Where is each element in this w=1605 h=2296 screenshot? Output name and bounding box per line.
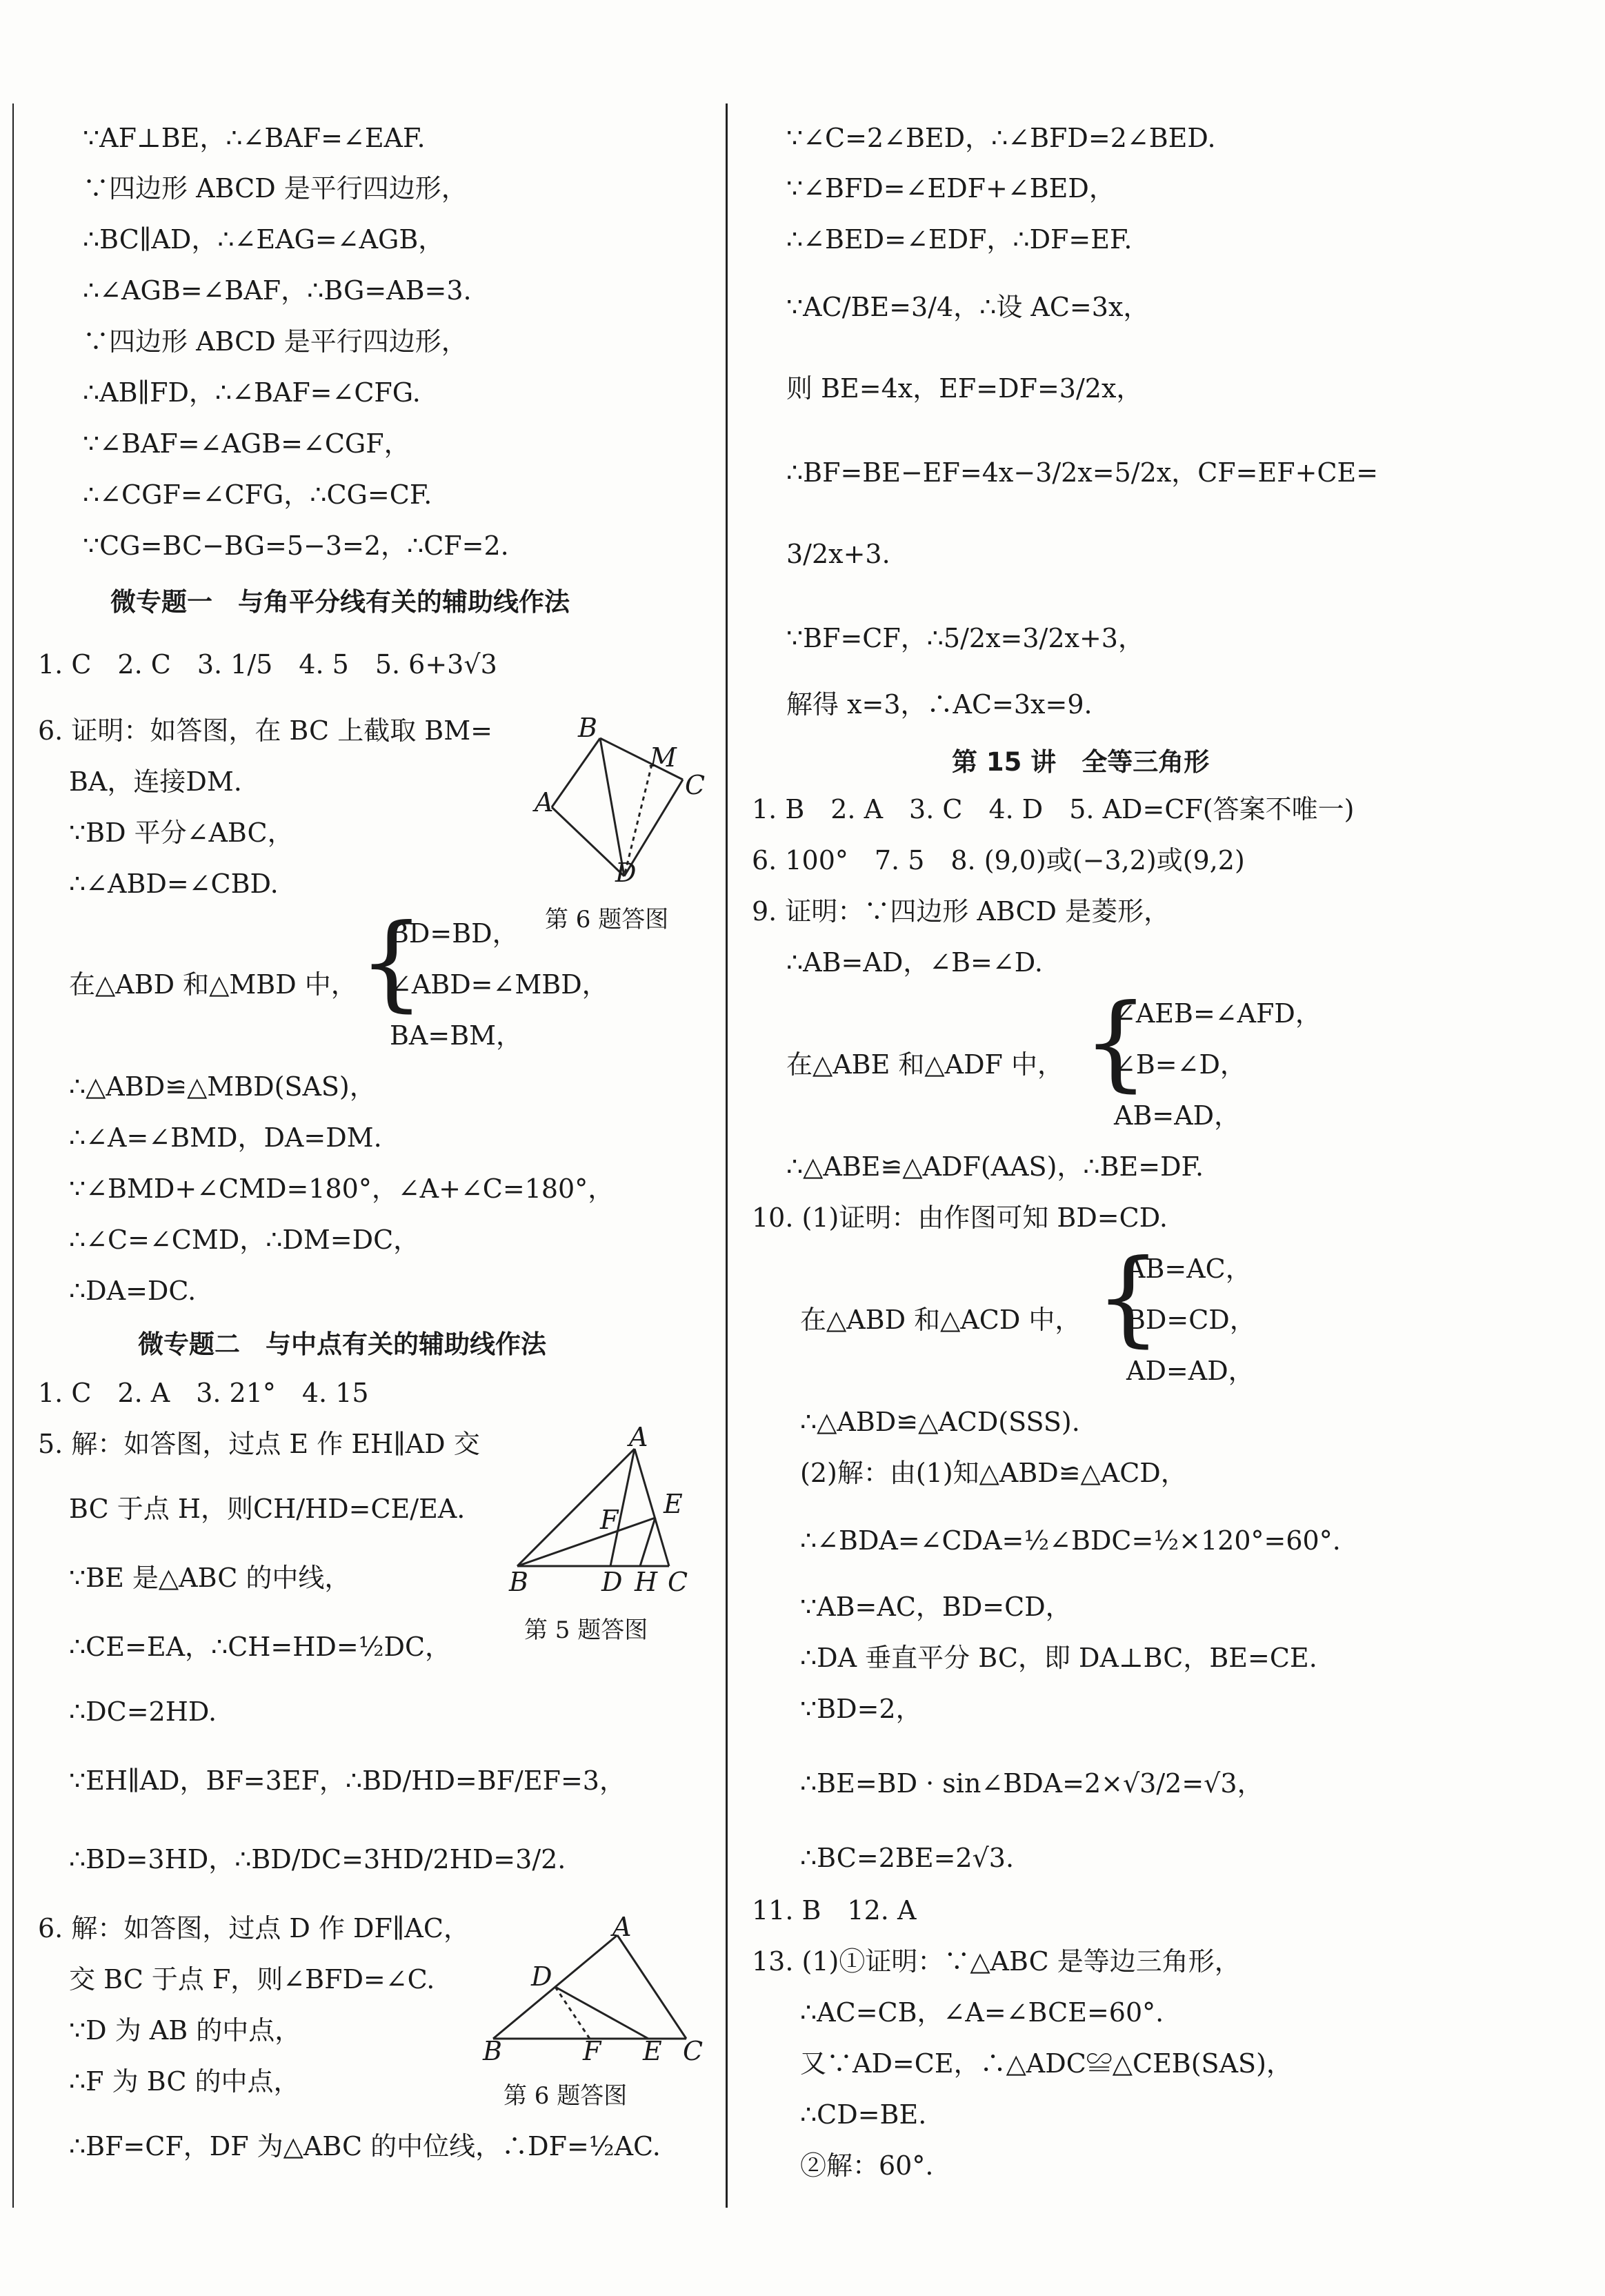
text-line: ∵BD 平分∠ABC，	[69, 818, 294, 848]
left-margin-rule	[12, 103, 14, 2208]
text-line: 则 BE=4x，EF=DF=3/2x，	[786, 373, 1143, 404]
text-line: ∵BF=CF，∴5/2x=3/2x+3，	[786, 623, 1144, 653]
text-line: ②解：60°.	[800, 2150, 934, 2181]
text-line: 6. 证明：如答图，在 BC 上截取 BM=	[38, 715, 492, 746]
text-line: ∴∠ABD=∠CBD.	[69, 869, 279, 899]
fig-label: B	[509, 1567, 528, 1597]
fig-label: C	[683, 2036, 704, 2066]
text-line: ∴∠C=∠CMD，∴DM=DC，	[69, 1225, 420, 1255]
text-line: ∴BF=BE−EF=4x−3/2x=5/2x，CF=EF+CE=	[786, 457, 1379, 488]
text-line: ∴∠A=∠BMD，DA=DM.	[69, 1122, 382, 1153]
text-line: ∵四边形 ABCD 是平行四边形，	[83, 326, 468, 357]
text-line: 10. (1)证明：由作图可知 BD=CD.	[752, 1203, 1168, 1233]
text-line: 解得 x=3，∴AC=3x=9.	[786, 689, 1093, 720]
text-line: ∵AC/BE=3/4，∴设 AC=3x，	[786, 292, 1150, 322]
segment-de	[555, 1987, 648, 2039]
text-line: 6. 解：如答图，过点 D 作 DF∥AC，	[38, 1913, 470, 1943]
text-line: ∴DC=2HD.	[69, 1696, 217, 1727]
answer-line: 1. C 2. A 3. 21° 4. 15	[38, 1378, 369, 1408]
text-line: ∵EH∥AD，BF=3EF，∴BD/HD=BF/EF=3，	[69, 1765, 626, 1796]
fig-label: B	[578, 713, 597, 743]
system-line: AD=AD，	[1126, 1356, 1255, 1386]
figure-caption: 第 5 题答图	[524, 1616, 648, 1644]
text-line: ∴AB=AD，∠B=∠D.	[786, 947, 1043, 978]
text-line: ∴BC∥AD，∴∠EAG=∠AGB，	[83, 224, 445, 255]
text-line: ∴AC=CB，∠A=∠BCE=60°.	[800, 1997, 1164, 2028]
text-line: 3/2x+3.	[786, 539, 890, 569]
text-line: BA，连接DM.	[69, 766, 242, 797]
text-line: ∵D 为 AB 的中点，	[69, 2015, 301, 2046]
text-line: ∴∠BDA=∠CDA=½∠BDC=½×120°=60°.	[800, 1525, 1341, 1556]
fig-label: A	[535, 787, 554, 818]
text-line: BC 于点 H，则CH/HD=CE/EA.	[69, 1494, 466, 1524]
text-line: 在△ABE 和△ADF 中，	[786, 1049, 1064, 1080]
system-brace: {	[1095, 1238, 1162, 1358]
text-line: 9. 证明：∵四边形 ABCD 是菱形，	[752, 896, 1170, 927]
text-line: 在△ABD 和△MBD 中，	[69, 969, 357, 1000]
column-divider	[726, 103, 728, 2208]
text-line: ∵∠BMD+∠CMD=180°，∠A+∠C=180°，	[69, 1174, 615, 1204]
text-line: 13. (1)①证明：∵△ABC 是等边三角形，	[752, 1946, 1241, 1977]
text-line: ∴∠AGB=∠BAF，∴BG=AB=3.	[83, 275, 472, 306]
fig-label: F	[600, 1505, 619, 1535]
text-line: ∴DA=DC.	[69, 1276, 197, 1306]
text-line: 又∵AD=CE，∴△ADC≌△CEB(SAS)，	[800, 2048, 1293, 2079]
segment-ba	[552, 738, 600, 807]
text-line: ∵AB=AC，BD=CD，	[800, 1592, 1072, 1622]
segment-ac	[617, 1935, 686, 2039]
text-line: 在△ABD 和△ACD 中，	[800, 1305, 1081, 1335]
section-heading: 微专题一 与角平分线有关的辅助线作法	[110, 587, 570, 617]
system-line: BA=BM，	[390, 1020, 523, 1051]
text-line: ∵BD=2，	[800, 1694, 922, 1724]
figure-caption: 第 6 题答图	[545, 906, 669, 933]
text-line: ∴△ABE≌△ADF(AAS)，∴BE=DF.	[786, 1151, 1204, 1182]
fig-label: H	[635, 1567, 658, 1597]
fig-label: F	[583, 2036, 601, 2066]
segment-be	[517, 1518, 655, 1566]
fig-label: A	[629, 1422, 648, 1452]
fig-label: M	[650, 742, 677, 773]
text-line: ∴BE=BD · sin∠BDA=2×√3/2=√3，	[800, 1768, 1264, 1799]
system-line: ∠AEB=∠AFD，	[1114, 998, 1322, 1029]
section-heading: 微专题二 与中点有关的辅助线作法	[138, 1329, 546, 1359]
text-line: ∵四边形 ABCD 是平行四边形，	[83, 173, 468, 204]
text-line: ∴△ABD≌△MBD(SAS)，	[69, 1071, 376, 1102]
text-line: ∵∠C=2∠BED，∴∠BFD=2∠BED.	[786, 123, 1216, 153]
fig-label: C	[685, 770, 706, 800]
fig-label: E	[664, 1489, 683, 1519]
answer-line: 11. B 12. A	[752, 1895, 917, 1926]
answer-line: 1. C 2. C 3. 1/5 4. 5 5. 6+3√3	[38, 649, 497, 680]
segment-df-dashed	[555, 1987, 590, 2039]
text-line: ∴△ABD≌△ACD(SSS).	[800, 1407, 1080, 1437]
text-line: ∴BC=2BE=2√3.	[800, 1843, 1015, 1873]
segment-eh	[640, 1518, 655, 1566]
answer-line: 6. 100° 7. 5 8. (9,0)或(−3,2)或(9,2)	[752, 845, 1245, 875]
system-line: BD=CD，	[1126, 1305, 1256, 1335]
fig-label: E	[643, 2036, 662, 2066]
text-line: 交 BC 于点 F，则∠BFD=∠C.	[69, 1964, 435, 1995]
text-line: ∵AF⊥BE，∴∠BAF=∠EAF.	[83, 123, 426, 153]
fig-label: A	[612, 1912, 632, 1942]
text-line: ∴CE=EA，∴CH=HD=½DC，	[69, 1632, 452, 1662]
text-line: ∵∠BFD=∠EDF+∠BED，	[786, 173, 1115, 204]
fig-label: D	[601, 1567, 623, 1597]
text-line: ∴CD=BE.	[800, 2099, 927, 2130]
fig-label: B	[483, 2036, 502, 2066]
text-line: ∴BF=CF，DF 为△ABC 的中位线，∴DF=½AC.	[69, 2131, 661, 2161]
section-heading: 第 15 讲 全等三角形	[952, 747, 1210, 777]
text-line: ∵∠BAF=∠AGB=∠CGF，	[83, 428, 410, 459]
text-line: 5. 解：如答图，过点 E 作 EH∥AD 交	[38, 1429, 480, 1459]
system-line: ∠B=∠D，	[1114, 1049, 1246, 1080]
text-line: (2)解：由(1)知△ABD≌△ACD，	[800, 1458, 1187, 1488]
system-line: AB=AD，	[1114, 1100, 1241, 1131]
system-line: AB=AC，	[1126, 1254, 1252, 1284]
system-line: ∠ABD=∠MBD，	[390, 969, 608, 1000]
text-line: ∴AB∥FD，∴∠BAF=∠CFG.	[83, 377, 421, 408]
fig-label: D	[531, 1961, 552, 1992]
text-line: ∴∠BED=∠EDF，∴DF=EF.	[786, 224, 1133, 255]
text-line: ∴F 为 BC 的中点，	[69, 2066, 300, 2097]
text-line: ∴∠CGF=∠CFG，∴CG=CF.	[83, 479, 432, 510]
text-line: ∵CG=BC−BG=5−3=2，∴CF=2.	[83, 531, 509, 561]
text-line: ∵BE 是△ABC 的中线，	[69, 1563, 351, 1593]
answer-line: 1. B 2. A 3. C 4. D 5. AD=CF(答案不唯一)	[752, 794, 1355, 824]
figure-caption: 第 6 题答图	[504, 2082, 628, 2110]
fig-label: C	[668, 1567, 688, 1597]
system-brace: {	[1083, 982, 1149, 1102]
fig-label: D	[615, 858, 637, 888]
text-line: ∴DA 垂直平分 BC，即 DA⊥BC，BE=CE.	[800, 1643, 1317, 1673]
text-line: ∴BD=3HD，∴BD/DC=3HD/2HD=3/2.	[69, 1844, 566, 1874]
system-brace: {	[359, 902, 425, 1022]
system-line: BD=BD，	[390, 918, 519, 949]
